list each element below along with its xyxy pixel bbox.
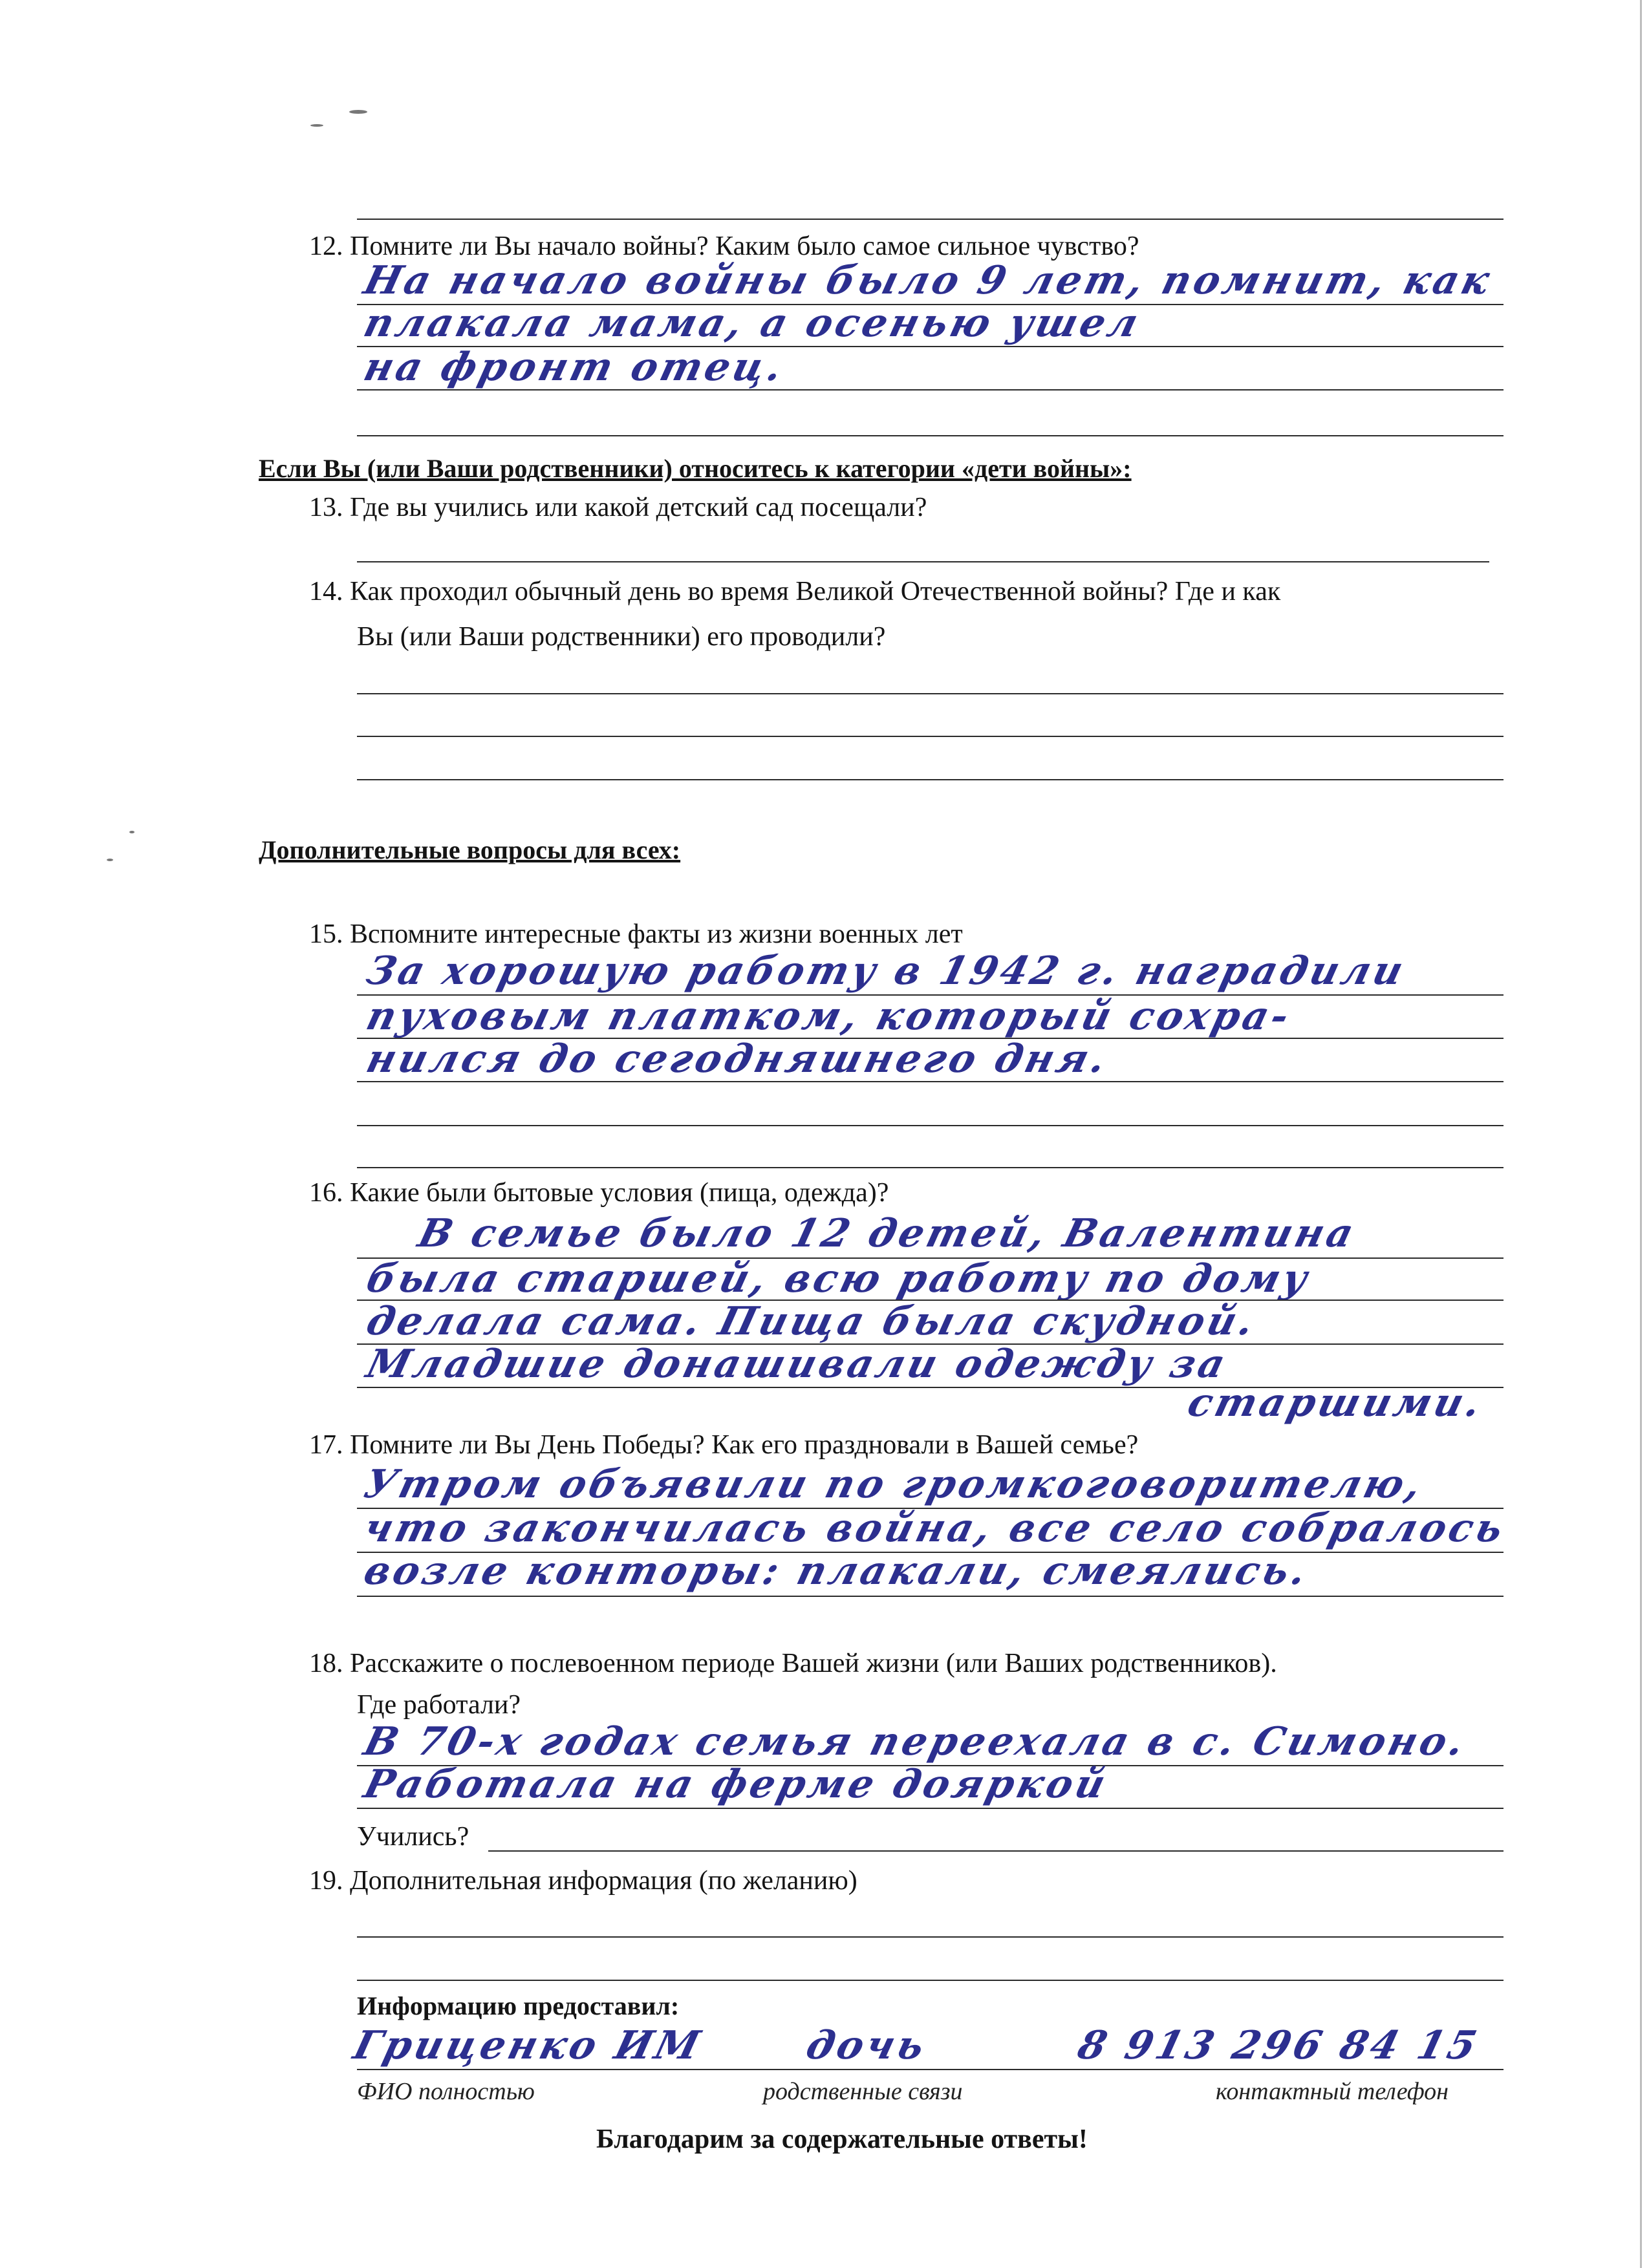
answer-line xyxy=(357,1808,1503,1809)
answer-line xyxy=(357,1936,1503,1938)
answer-16-line-5: старшими. xyxy=(1183,1380,1489,1426)
caption-phone: контактный телефон xyxy=(1216,2078,1449,2105)
provider-phone: 8 913 296 84 15 xyxy=(1073,2023,1485,2068)
answer-12-line-2: плакала мама, а осенью ушел xyxy=(359,301,1146,346)
answer-17-line-3: возле конторы: плакали, смеялись. xyxy=(359,1548,1315,1594)
provider-name: Гриценко ИМ xyxy=(349,2023,707,2068)
question-14-line-2: Вы (или Ваши родственники) его проводили? xyxy=(357,622,886,652)
answer-line xyxy=(357,1125,1503,1126)
question-13: 13. Где вы учились или какой детский сад посещали? xyxy=(309,493,927,522)
provided-by-label: Информацию предоставил: xyxy=(357,1991,680,2020)
question-19: 19. Дополнительная информация (по желанию) xyxy=(309,1866,857,1896)
signature-line xyxy=(357,2069,1503,2070)
answer-line xyxy=(357,1596,1503,1597)
answer-16-line-1: В семье было 12 детей, Валентина xyxy=(413,1211,1361,1256)
scan-speck xyxy=(310,124,323,127)
question-16: 16. Какие были бытовые условия (пища, одежда)? xyxy=(309,1178,889,1208)
answer-16-line-4: Младшие донашивали одежду за xyxy=(361,1342,1233,1387)
answer-12-line-1: На начало войны было 9 лет, помнит, как xyxy=(359,258,1498,303)
scan-speck xyxy=(129,831,135,833)
answer-line xyxy=(357,736,1503,737)
answer-line xyxy=(357,1980,1503,1981)
section-children-of-war: Если Вы (или Ваши родственники) относитесь к категории «дети войны»: xyxy=(259,454,1132,483)
thanks-message: Благодарим за содержательные ответы! xyxy=(596,2124,1088,2154)
answer-18-line-2: Работала на ферме дояркой xyxy=(359,1762,1114,1807)
answer-16-line-2: была старшей, всю работу по дому xyxy=(361,1256,1315,1301)
question-14-line-1: 14. Как проходил обычный день во время Великой Отечественной войны? Где и как xyxy=(309,577,1281,606)
answer-line xyxy=(357,1081,1503,1082)
scan-edge xyxy=(1640,0,1642,2268)
scan-speck xyxy=(349,110,367,114)
answer-15-line-1: За хорошую работу в 1942 г. наградили xyxy=(361,948,1411,994)
caption-relation: родственные связи xyxy=(763,2078,963,2105)
question-18-line-3: Учились? xyxy=(357,1822,469,1852)
answer-line xyxy=(357,779,1503,780)
scan-speck xyxy=(107,859,113,861)
answer-18-line-1: В 70-х годах семья переехала в с. Симоно. xyxy=(359,1719,1472,1764)
answer-line xyxy=(357,1167,1503,1168)
answer-12-line-3: на фронт отец. xyxy=(359,345,790,390)
answer-line xyxy=(357,219,1503,220)
caption-full-name: ФИО полностью xyxy=(357,2078,535,2105)
question-18-line-2: Где работали? xyxy=(357,1690,521,1720)
provider-relation: дочь xyxy=(801,2023,932,2068)
question-18-line-1: 18. Расскажите о послевоенном периоде Вашей жизни (или Ваших родственников). xyxy=(309,1649,1277,1678)
answer-16-line-3: делала сама. Пища была скудной. xyxy=(361,1299,1262,1344)
question-15: 15. Вспомните интересные факты из жизни военных лет xyxy=(309,919,963,949)
answer-15-line-3: нился до сегодняшнего дня. xyxy=(361,1036,1114,1082)
answer-line xyxy=(357,389,1503,390)
question-17: 17. Помните ли Вы День Победы? Как его праздновали в Вашей семье? xyxy=(309,1430,1139,1460)
answer-15-line-2: пуховым платком, который сохра- xyxy=(361,994,1297,1039)
answer-17-line-2: что закончилась война, все село собралось xyxy=(359,1506,1511,1551)
answer-line xyxy=(357,435,1503,436)
answer-line xyxy=(488,1850,1503,1852)
answer-line xyxy=(357,693,1503,694)
answer-line xyxy=(357,561,1489,562)
answer-17-line-1: Утром объявили по громкоговорителю, xyxy=(359,1462,1429,1507)
section-additional-questions: Дополнительные вопросы для всех: xyxy=(259,835,681,864)
question-12: 12. Помните ли Вы начало войны? Каким было самое сильное чувство? xyxy=(309,231,1139,261)
